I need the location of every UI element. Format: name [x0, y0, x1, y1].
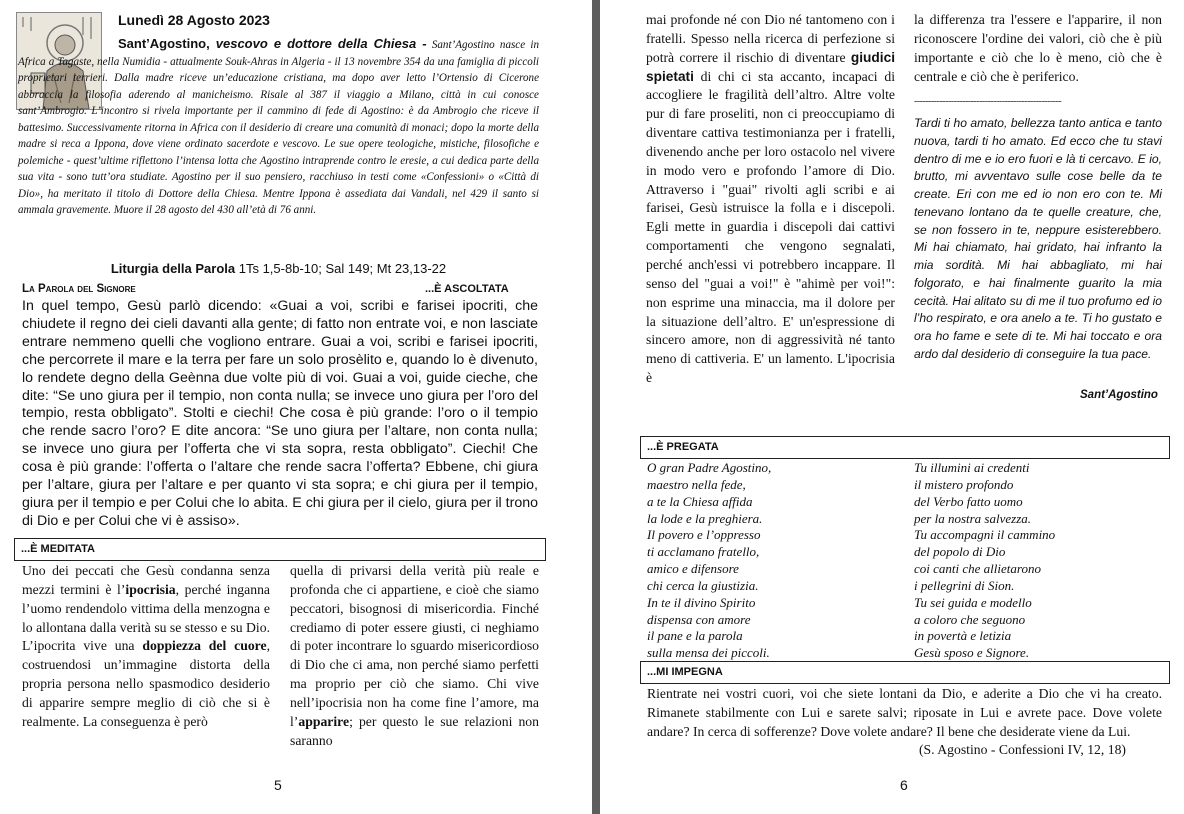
- prayer-line: In te il divino Spirito: [647, 594, 756, 610]
- med-text-2c: ; per questo le sue relazioni non saranno: [290, 713, 539, 748]
- meditation-column-2: [290, 562, 539, 750]
- right-page: [600, 0, 1184, 814]
- med-text-1c: , perché inganna l’uomo rendendolo vittima della menzogna e lo allontana dalla verità su se stesso e su Dio. L’ipocrita vive una: [22, 581, 270, 654]
- liturgy-line: [18, 261, 539, 277]
- prayer-line: la lode e la preghiera.: [647, 510, 763, 526]
- impegno-text: Rientrate nei vostri cuori, voi che siete lontani da Dio, e aderite a Dio che vi ha creato. Rimanete stabilmente con Lui e sarete salvi; riposate in Lui e avrete pace. Dove volete andare? In cerca di sofferenze? Dove volete andare? Il bene che desiderate viene da Lui.: [647, 686, 1162, 739]
- date-heading: Lunedì 28 Agosto 2023: [118, 12, 270, 28]
- prayer-line: per la nostra salvezza.: [914, 510, 1031, 526]
- prayer-line: sulla mensa dei piccoli.: [647, 645, 770, 661]
- impegna-heading: ...MI IMPEGNA: [640, 661, 1170, 684]
- prayer-line: a coloro che seguono: [914, 611, 1026, 627]
- prayer-line: Il povero e l’oppresso: [647, 527, 761, 543]
- gospel-text: In quel tempo, Gesù parlò dicendo: «Guai a voi, scribi e farisei ipocriti, che chiudete il regno dei cieli davanti alla gente; di fatto non entrate voi, e non lasciate entrare nemmeno quelli che vogliono entrare. Guai a voi, scribi e farisei ipocriti, che percorrete il mare e la terra per fare un solo prosèlito e, quando lo è divenuto, lo rendete degno della Geènna due volte più di voi. Guai a voi, guide cieche, che dite: “Se uno giura per il tempio, non conta nulla; se invece uno giura per l’oro del tempio, resta obbligato”. Stolti e ciechi! Che cosa è più grande: l’oro o il tempio che rende sacro l’oro? E dite ancora: “Se uno giura per l’altare, non conta nulla; se invece uno giura per l’offerta che vi sta sopra, resta obbligato”. Ciechi! Che cosa è più grande: l’offerta o l’altare che rende sacra l’offerta? Ebbene, chi giura per l’altare, giura per l’altare e per quanto vi sta sopra; e chi giura per il tempio, giura per il tempio e per Colui che lo abita. E chi giura per il cielo, giura per il trono di Dio e per Colui che vi è assiso».: [22, 298, 538, 529]
- section-listen-label: ...È ASCOLTATA: [425, 283, 509, 295]
- saint-bio-text: Sant’Agostino nasce in Africa a Tagaste, nella Numidia - attualmente Souk-Ahras in Algeria - il 13 novembre 354 da una famiglia di piccoli proprietari terrieri. Dalla madre riceve un’educazione cristiana, ma dopo aver letto l’Ortensio di Cicerone abbraccia la filosofia aderendo al manicheismo. Risale al 387 il viaggio a Milano, città in cui conosce sant’Ambrogio. L’incontro si rivela importante per il cammino di fede di Agostino: è da Ambrogio che riceve il battesimo. Successivamente ritorna in Africa con il desiderio di creare una comunità di monaci; dopo la morte della madre si reca a Ippona, dove viene ordinato sacerdote e vescovo. Le sue opere teologiche, mistiche, filosofiche e polemiche - quest’ultime riflettono l’intensa lotta che Agostino intraprende contro le eresie, a cui dedica parte della sua vita - sono tutt’ora studiate. Agostino per il suo pensiero, racchiuso in testi come «Confessioni» o «Città di Dio», ha meritato il titolo di Dottore della Chiesa. Mentre Ippona è assediata dai Vandali, nel 429 il santo si ammala gravemente. Muore il 28 agosto del 430 all’età di 76 anni.: [18, 39, 539, 217]
- prayer-line: del Verbo fatto uomo: [914, 493, 1023, 509]
- liturgy-references: 1Ts 1,5-8b-10; Sal 149; Mt 23,13-22: [235, 261, 447, 276]
- impegno-reference: (S. Agostino - Confessioni IV, 12, 18): [919, 742, 1126, 757]
- prayer-line: Gesù sposo e Signore.: [914, 645, 1030, 661]
- right-text-1a: mai profonde né con Dio né tantomeno con i fratelli. Spesso nella ricerca di perfezione si potrà correre il rischio di diventare: [646, 12, 895, 65]
- saint-biography: [18, 36, 539, 219]
- prayer-line: chi cerca la giustizia.: [647, 577, 759, 593]
- page-number-right: 6: [900, 777, 908, 793]
- quote-author: Sant’Agostino: [1080, 389, 1158, 401]
- prayer-line: coi canti che allietarono: [914, 561, 1041, 577]
- med-bold-ipocrisia: ipocrisia: [125, 581, 176, 597]
- prayer-line: Tu illumini ai credenti: [914, 460, 1030, 475]
- pregata-heading: ...È PREGATA: [640, 436, 1170, 459]
- prayer-line: Tu sei guida e modello: [914, 594, 1032, 610]
- prayer-line: a te la Chiesa affida: [647, 493, 753, 509]
- saint-title: [118, 36, 427, 51]
- prayer-line: dispensa con amore: [647, 611, 751, 627]
- prayer-line: il pane e la parola: [647, 628, 743, 644]
- med-text-1a: Uno dei peccati che Gesù condanna senza mezzi termini è l’: [22, 563, 270, 597]
- meditation-column-1: [22, 562, 270, 732]
- section-word-label: La Parola del Signore: [22, 283, 136, 295]
- right-column-1: [646, 11, 895, 388]
- med-bold-apparire: apparire: [298, 713, 350, 729]
- med-text-1e: , costruendosi un’immagine distorta della propria persona nello spasmodico desiderio di apparire sempre meglio di ciò che si è realmente. La conseguenza è però: [22, 638, 270, 729]
- page-number-left: 5: [274, 777, 282, 793]
- saint-name: Sant’Agostino,: [118, 36, 210, 51]
- meditata-heading: ...È MEDITATA: [14, 538, 546, 561]
- bold-giudici-spietati: giudici spietati: [646, 49, 895, 84]
- med-text-2a: quella di privarsi della verità più reale e profonda che ci appartiene, e cioè che siamo peccatori, bisognosi di misericordia. Finché crediamo di poter essere giusti, ci neghiamo di poter incontrare lo sguardo misericordioso di Dio che ci ama, non perché siamo perfetti ma proprio per ciò che siamo. Chi vive nell’ipocrisia non ha come fine l’amore, ma l’: [290, 563, 539, 729]
- prayer-column-right: [914, 460, 1164, 662]
- augustine-quote: Tardi ti ho amato, bellezza tanto antica e tanto nuova, tardi ti ho amato. Ed ecco che tu stavi dentro di me e io ero fuori e là ti cercavo. E io, brutto, mi avventavo sulle cose belle da te create. Eri con me ed io non ero con te. Mi tenevano lontano da te quelle creature, che, se non fossero in te, neppure esisterebbero. Mi hai chiamato, hai gridato, hai infranto la mia sordità. Mi hai abbagliato, mi hai folgorato, e hai finalmente guarito la mia cecità. Hai alitato su di me il tuo profumo ed io l’ho respirato, e ora anelo a te. Ti ho gustato e ora ho fame e sete di te. Mi hai toccato e ora ardo dal desiderio di conseguire la tua pace.: [914, 116, 1162, 361]
- prayer-line: O gran Padre Agostino,: [647, 460, 772, 475]
- prayer-line: il mistero profondo: [914, 476, 1014, 492]
- right-column-2-text: la differenza tra l'essere e l'apparire, il non riconoscere l'ordine dei valori, ciò che è più importante e ciò che lo è meno, ciò che è centrale e ciò che è periferico.: [914, 12, 1162, 84]
- prayer-line: Tu accompagni il cammino: [914, 527, 1056, 543]
- prayer-line: del popolo di Dio: [914, 544, 1006, 560]
- prayer-line: maestro nella fede,: [647, 476, 746, 492]
- prayer-line: amico e difensore: [647, 561, 739, 577]
- separator-line: ----------------------------------------------------: [914, 96, 1062, 107]
- liturgy-label: Liturgia della Parola: [110, 261, 236, 276]
- prayer-column-left: [647, 460, 907, 662]
- prayer-line: i pellegrini di Sion.: [914, 577, 1015, 593]
- prayer-line: ti acclamano fratello,: [647, 544, 760, 560]
- saint-role: vescovo e dottore della Chiesa -: [209, 36, 427, 51]
- right-text-1c: di chi ci sta accanto, incapaci di accogliere le fragilità dell’altro. Altre volte pur di fare proseliti, non ci preoccupiamo di diventare cattiva testimonianza per i fratelli, divenendo anche per loro ostacolo nel vivere in modo vero e profondo l’amore di Dio. Attraverso i "guai" rivolti agli scribi e ai farisei, Gesù istruisce la folla e i discepoli. Egli mette in guardia i discepoli dai cattivi comportamenti che vengono segnalati, perché anch'essi vi potrebbero incappare. Il senso del "guai a voi!" è "ahimè per voi!": non esprime una minaccia, ma il dolore per la situazione dell’altro. E' un'espressione di sincero amore, non di aggressività né tanto meno di cattiveria. E' un lamento. L'ipocrisia è: [646, 68, 895, 386]
- med-bold-doppiezza: doppiezza del cuore: [142, 638, 267, 654]
- prayer-line: in povertà e letizia: [914, 628, 1012, 644]
